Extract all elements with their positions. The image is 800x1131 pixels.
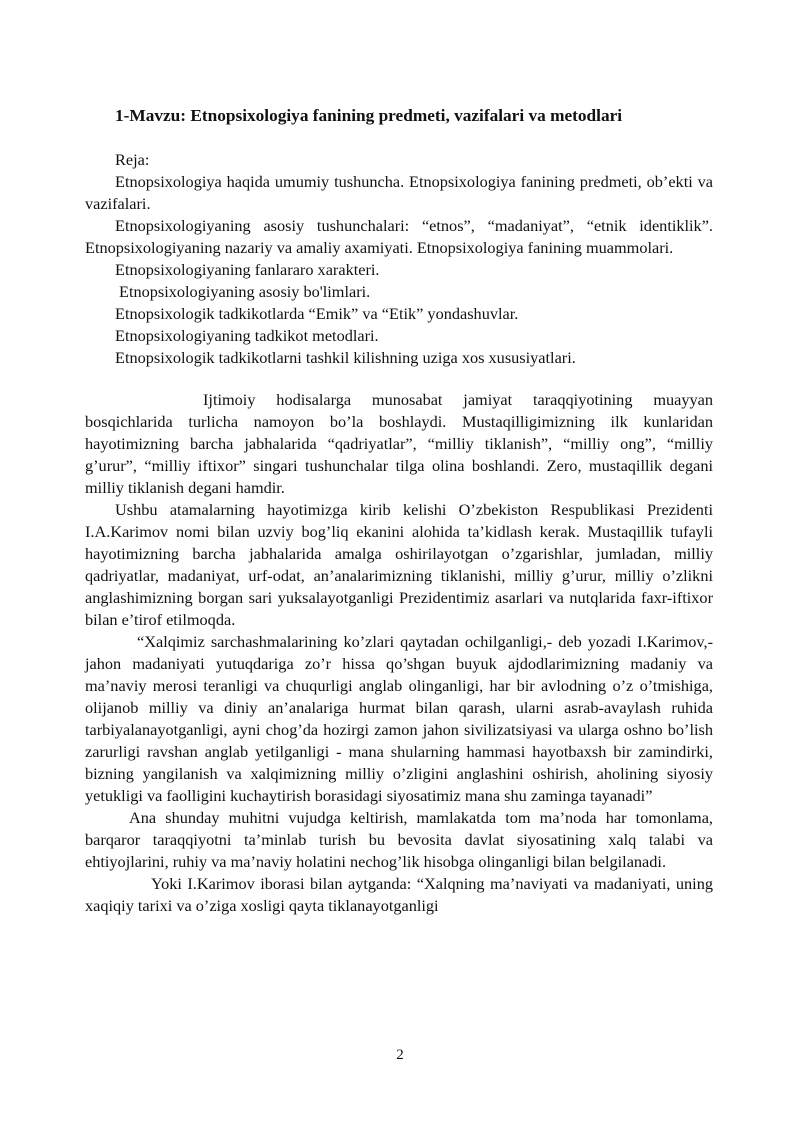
- body-text: [85, 389, 713, 917]
- quote-paragraph: “Xalqimiz sarchashmalarining ko’zlari qaytadan ochilganligi,- deb yozadi I.Karimov,- jahon madaniyati yutuqdariga zo’r hissa qo’shgan buyuk ajdodlarimizning madaniy va ma’naviy merosi teranligi va chuqurligi anglab olinganligi, har bir avlodning o’z o’tmishiga, olijanob milliy va diniy an’analariga hurmat bilan qarash, ularni asrab-avaylash ruhida tarbiyalanayotganligi, ayni chog’da hozirgi zamon jahon sivilizatsiyasi va ularga oshno bo’lish zarurligi ravshan anglab yetilganligi - mana shularning hammasi hayotbaxsh bir zamindirki, bizning yangilanish va xalqimizning milliy o’zligini anglashini oshirish, aholining siyosiy yetukligi va faolligini kuchaytirish borasidagi siyosatimiz mana shu zaminga tayanadi”: [85, 632, 713, 805]
- plan-item: Etnopsixologik tadkikotlarda “Emik” va “Etik” yondashuvlar.: [115, 304, 519, 323]
- plan-item: Etnopsixologik tadkikotlarni tashkil kilishning uziga xos xususiyatlari.: [115, 348, 576, 367]
- paragraph: Yoki I.Karimov iborasi bilan aytganda: “Xalqning ma’naviyati va madaniyati, uning xaqiqiy tarixi va o’ziga xosligi qayta tiklanayotganligi: [85, 874, 713, 915]
- plan-item: Etnopsixologiya haqida umumiy tushuncha. Etnopsixologiya fanining predmeti, ob’ekti va vazifalari.: [85, 172, 713, 213]
- plan-item: Etnopsixologiyaning asosiy bo'limlari.: [119, 282, 371, 301]
- plan-item: Etnopsixologiyaning tadkikot metodlari.: [115, 326, 379, 345]
- page-number: 2: [396, 1047, 404, 1063]
- plan-item: Etnopsixologiyaning fanlararo xarakteri.: [115, 260, 380, 279]
- plan-list: [85, 171, 713, 369]
- document-title: 1-Mavzu: Etnopsixologiya fanining predmeti, vazifalari va metodlari: [115, 106, 623, 125]
- paragraph: Ana shunday muhitni vujudga keltirish, mamlakatda tom ma’noda har tomonlama, barqaror taraqqiyotni ta’minlab turish bu bevosita davlat siyosatining xalq talabi va ehtiyojlarini, ruhiy va ma’naviy holatini nechog’lik hisobga olinganligi bilan belgilanadi.: [85, 808, 713, 871]
- document-page: [85, 105, 713, 917]
- paragraph: Ushbu atamalarning hayotimizga kirib kelishi O’zbekiston Respublikasi Prezidenti I.A.Karimov nomi bilan uzviy bog’liq ekanini alohida ta’kidlash kerak. Mustaqillik tufayli hayotimizning barcha jabhalarida amalga oshirilayotgan o’zgarishlar, jumladan, milliy qadriyatlar, madaniyat, urf-odat, an’analarimizning tiklanishi, milliy g’urur, milliy o’zlikni anglashimizning borgan sari yuksalayotganligi Prezidentimiz asarlari va nutqlarida faxr-iftixor bilan e’tirof etilmoqda.: [85, 500, 713, 629]
- plan-heading: Reja:: [115, 150, 150, 169]
- paragraph: Ijtimoiy hodisalarga munosabat jamiyat taraqqiyotining muayyan bosqichlarida turlicha namoyon bo’la boshlaydi. Mustaqilligimizning ilk kunlaridan hayotimizning barcha jabhalarida “qadriyatlar”, “milliy tiklanish”, “milliy ong”, “milliy g’urur”, “milliy iftixor” singari tushunchalar tilga olina boshlandi. Zero, mustaqillik degani milliy tiklanish degani hamdir.: [85, 390, 713, 497]
- plan-item: Etnopsixologiyaning asosiy tushunchalari: “etnos”, “madaniyat”, “etnik identiklik”. Etnopsixologiyaning nazariy va amaliy axamiyati. Etnopsixologiya fanining muammolari.: [85, 216, 713, 257]
